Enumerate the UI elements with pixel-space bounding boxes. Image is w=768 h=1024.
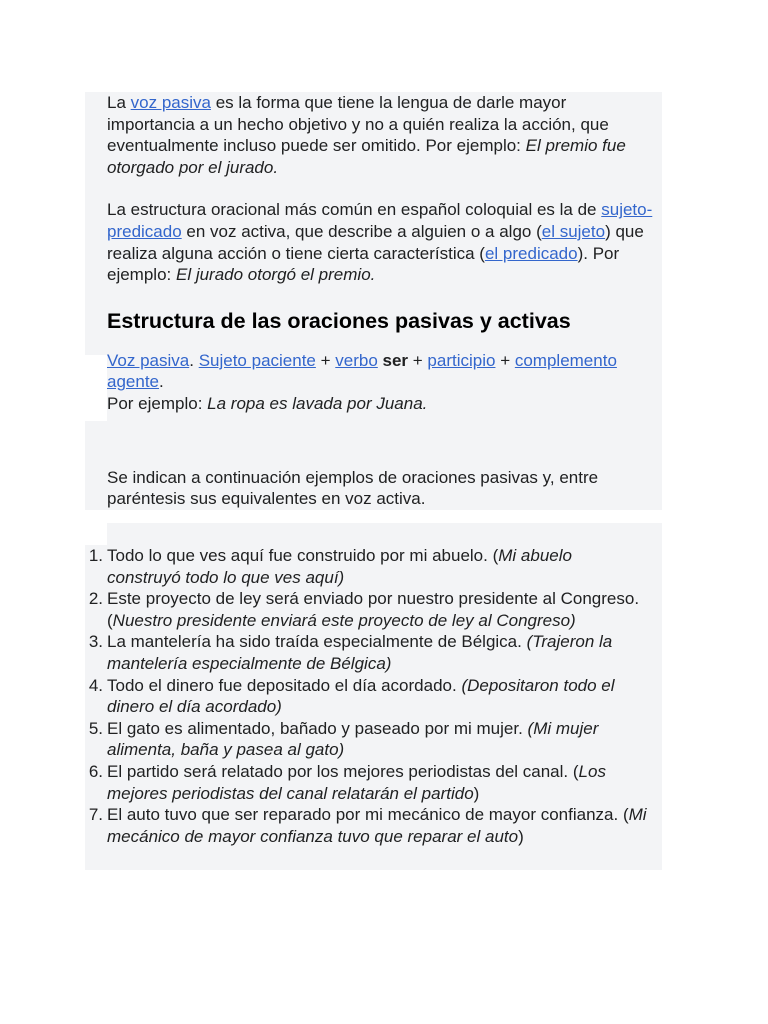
list-item — [85, 588, 656, 631]
list-item — [85, 761, 656, 804]
bullet-end: . — [159, 372, 164, 392]
link-verbo[interactable]: verbo — [335, 350, 378, 370]
link-participio[interactable]: participio — [427, 350, 496, 370]
list-item — [85, 545, 656, 588]
example-closing: ) — [473, 783, 480, 803]
p2-text4: ). Por ejemplo: — [107, 243, 620, 285]
bullet-example: La ropa es lavada por Juana. — [207, 393, 428, 413]
list-item-number: 7. — [88, 805, 103, 825]
bullet-plus-1: + — [315, 350, 336, 370]
example-active-voice: Mi mecánico de mayor confianza tuvo que reparar el auto — [107, 805, 647, 846]
list-item — [85, 804, 656, 847]
examples-list — [85, 545, 656, 847]
link-voz-pasiva[interactable]: voz pasiva — [130, 93, 211, 112]
list-item-number: 4. — [88, 675, 103, 695]
margin-gap — [85, 523, 107, 545]
link-sujeto-paciente[interactable]: Sujeto paciente — [198, 350, 316, 370]
p1-example: El premio fue otorgado por el jurado. — [107, 136, 626, 177]
example-active-voice: Nuestro presidente enviará este proyecto de ley al Congreso) — [112, 610, 576, 630]
list-item — [85, 631, 656, 674]
list-item — [85, 675, 656, 718]
link-el-sujeto[interactable]: el sujeto — [541, 221, 606, 241]
paragraph-ejemplos-intro: Se indican a continuación ejemplos de oraciones pasivas y, entre paréntesis sus equivalentes en voz activa. — [107, 467, 599, 509]
article-content — [85, 92, 662, 510]
bullet-plus-2: + — [408, 350, 428, 370]
link-voz-pasiva-2[interactable]: Voz pasiva — [107, 350, 190, 370]
spacer — [107, 415, 656, 467]
list-item — [107, 350, 656, 415]
list-item-number: 3. — [88, 632, 103, 652]
paragraph-estructura — [107, 199, 656, 285]
example-text: El auto tuvo que ser reparado por mi mecánico de mayor confianza. ( — [107, 805, 629, 825]
bullet-dot: . — [189, 350, 199, 370]
bullet-example-label: Por ejemplo: — [107, 393, 208, 413]
p2-text1: La estructura oracional más común en español coloquial es la de — [107, 200, 602, 220]
p2-text3: ) que realiza alguna acción o tiene cierta característica ( — [107, 221, 644, 263]
section-heading: Estructura de las oraciones pasivas y activas — [107, 308, 571, 333]
example-active-voice: (Mi mujer alimenta, baña y pasea al gato) — [107, 718, 599, 760]
example-text: El partido será relatado por los mejores periodistas del canal. ( — [107, 761, 579, 781]
link-el-predicado[interactable]: el predicado — [484, 243, 578, 263]
list-item-number: 5. — [88, 718, 103, 738]
list-item — [85, 718, 656, 761]
p1-before-link: La — [107, 93, 131, 112]
example-active-voice: Los mejores periodistas del canal relatarán el partido — [107, 761, 606, 803]
structure-bullet-list — [107, 350, 656, 415]
link-sujeto-predicado[interactable]: sujeto-predicado — [107, 200, 653, 241]
example-text: El gato es alimentado, bañado y paseado por mi mujer. — [107, 718, 528, 738]
margin-gap — [85, 355, 107, 421]
list-item-number: 2. — [88, 589, 103, 609]
example-text: Todo lo que ves aquí fue construido por mi abuelo. ( — [107, 546, 499, 565]
p2-text2: en voz activa, que describe a alguien o a algo ( — [181, 221, 542, 241]
examples-block — [85, 523, 662, 870]
list-item-number: 6. — [88, 761, 103, 781]
example-active-voice: Mi abuelo construyó todo lo que ves aquí) — [107, 546, 572, 587]
p1-text: es la forma que tiene la lengua de darle mayor importancia a un hecho objetivo y no a quién realiza la acción, que eventualmente incluso puede ser omitido. Por ejemplo: — [107, 93, 609, 156]
list-item-number: 1. — [88, 546, 103, 565]
example-text: Este proyecto de ley será enviado por nuestro presidente al Congreso. ( — [107, 589, 640, 630]
paragraph-voz-pasiva — [107, 92, 656, 178]
p2-example: El jurado otorgó el premio. — [175, 265, 376, 285]
example-text: La mantelería ha sido traída especialmente de Bélgica. — [107, 632, 527, 652]
link-complemento-agente[interactable]: complemento agente — [107, 350, 617, 392]
example-active-voice: (Trajeron la mantelería especialmente de Bélgica) — [107, 632, 613, 673]
bullet-ser: ser — [377, 350, 409, 370]
example-closing: ) — [518, 826, 524, 846]
example-active-voice: (Depositaron todo el dinero el día acordado) — [107, 675, 615, 717]
bullet-plus-3: + — [495, 350, 515, 370]
example-text: Todo el dinero fue depositado el día acordado. — [107, 675, 462, 695]
